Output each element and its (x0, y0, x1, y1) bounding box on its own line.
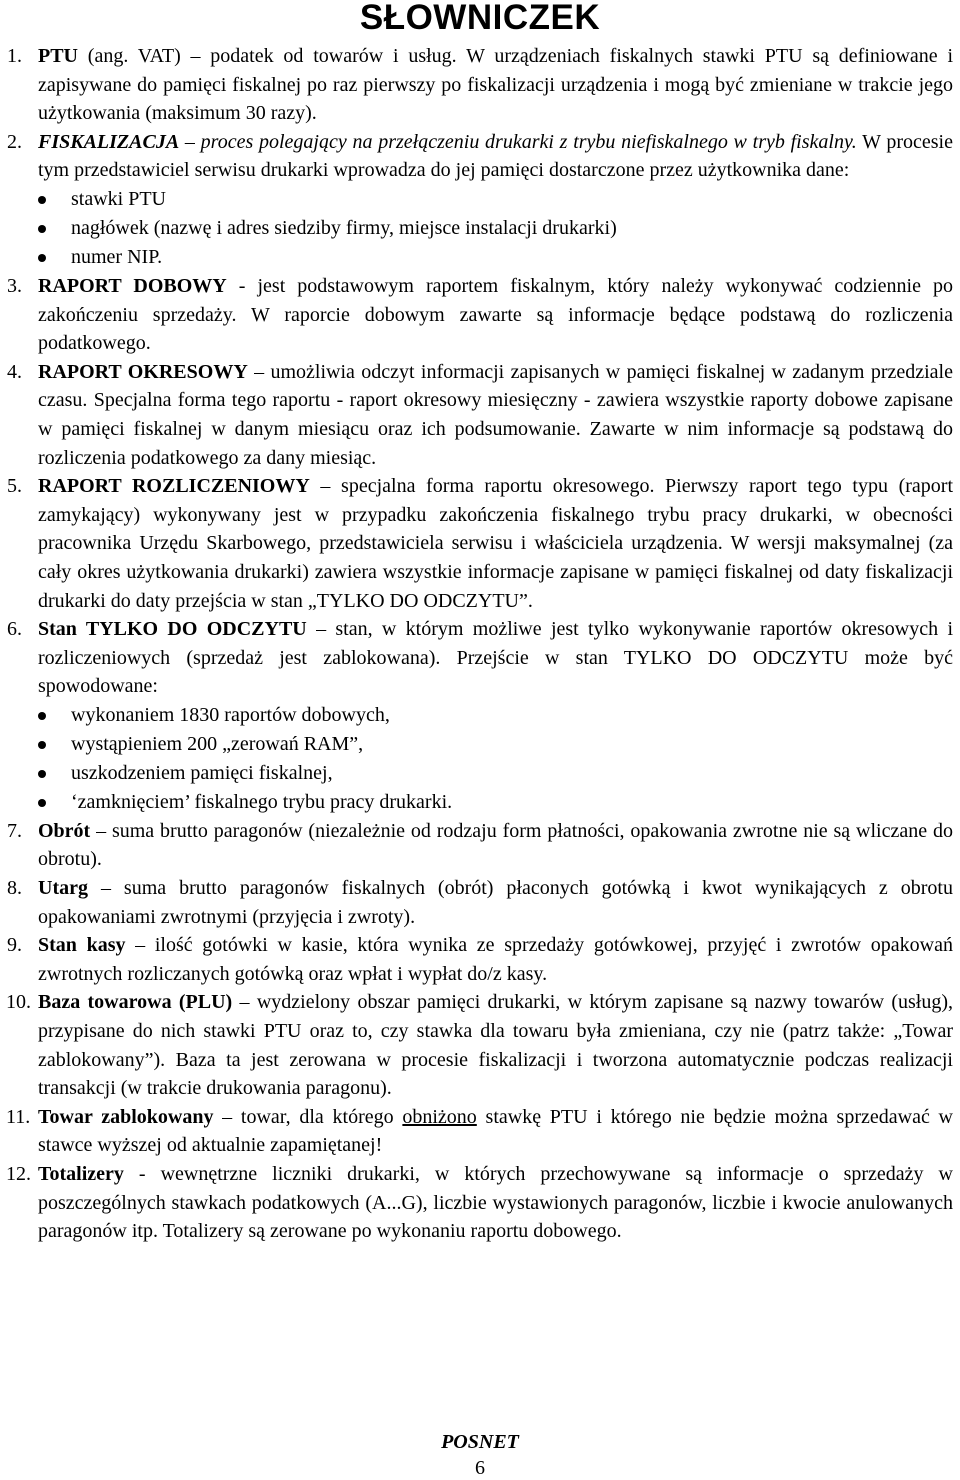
item-text: - wewnętrzne liczniki drukarki, w których przechowywane są informacje o sprzedaży w poszczególnych stawkach podatkowych (A...G), liczbie wystawionych paragonów, liczbie i kwocie anulowanych paragonów itp. Totalizery są zerowane po wykonaniu raportu dobowego. (38, 1163, 953, 1243)
item-term: Totalizery (38, 1163, 124, 1185)
item-text: – suma brutto paragonów (niezależnie od rodzaju form płatności, opakowania zwrotne nie są wliczane do obrotu). (38, 819, 953, 871)
list-item (7, 1103, 953, 1160)
item-text: stawkę PTU i którego nie będzie można sprzedawać w stawce wyższej od aktualnie zapamiętanej! (38, 1105, 954, 1157)
bullet-item: wykonaniem 1830 raportów dobowych, (38, 701, 953, 730)
item-text: – ilość gotówki w kasie, która wynika ze sprzedaży gotówkowej, przyjęć i zwrotów opakowań zwrotnych rozliczanych gotówką oraz wpłat i wypłat do/z kasy. (38, 934, 953, 985)
item-term: Stan TYLKO DO ODCZYTU (38, 618, 307, 641)
item-text: – stan, w którym możliwe jest tylko wykonywanie raportów okresowych i rozliczeniowych (sprzedaż jest zablokowana). Przejście w stan TYLKO DO ODCZYTU może być spowodowane: (38, 618, 954, 698)
item-number: 7. (7, 819, 22, 842)
footer-brand: POSNET (441, 1431, 519, 1453)
list-item (7, 358, 953, 472)
glossary-list (7, 42, 953, 1246)
item-term: RAPORT ROZLICZENIOWY (38, 475, 310, 498)
list-item (7, 1160, 953, 1246)
item-term: FISKALIZACJA (38, 130, 180, 153)
item-number: 5. (7, 475, 22, 498)
item-text: (ang. VAT) – podatek od towarów i usług. W urządzeniach fiskalnych stawki PTU są definiowane i zapisywane do pamięci fiskalnej po raz pierwszy po fiskalizacji urządzenia i mogą być zmieniane w trakcie jego użytkowania (maksimum 30 razy). (38, 45, 953, 125)
list-item (7, 615, 953, 817)
item-text: – umożliwia odczyt informacji zapisanych w pamięci fiskalnej w zadanym przedziale czasu. Specjalna forma tego raportu - raport okresowy miesięczny - zawiera wszystkie raporty dobowe zapisane w pamięci fiskalnej w danym miesiącu oraz ich podsumowanie. Zawarte w nim informacje są podstawą do rozliczenia podatkowego za dany miesiąc. (38, 360, 953, 469)
bullet-item: wystąpieniem 200 „zerowań RAM”, (38, 730, 953, 759)
list-item (7, 988, 953, 1102)
item-number: 9. (7, 934, 22, 957)
list-item (7, 42, 953, 128)
bullet-item: nagłówek (nazwę i adres siedziby firmy, miejsce instalacji drukarki) (38, 214, 953, 243)
bullet-list (38, 701, 953, 817)
bullet-list (38, 185, 953, 272)
item-text: – suma brutto paragonów fiskalnych (obrót) płaconych gotówką i kwot wynikających z obrotu opakowaniami zwrotnymi (przyjęcia i zwroty). (38, 877, 953, 928)
list-item (7, 272, 953, 358)
item-text: – specjalna forma raportu okresowego. Pierwszy raport tego typu (raport zamykający) wykonywany jest w przypadku zakończenia fiskalnego trybu pracy drukarki, w obecności pracownika Urzędu Skarbowego, przedstawiciela serwisu i właściciela urządzenia. W wersji maksymalnej (za cały okres użytkowania drukarki) zawiera wszystkie informacje zapisane w pamięci fiskalnej od daty fiskalizacji drukarki do daty przejścia w stan „TYLKO DO ODCZYTU”. (38, 475, 953, 612)
item-text: – towar, dla którego (213, 1105, 403, 1128)
page-footer (0, 1430, 960, 1480)
item-term: Utarg (38, 877, 88, 900)
item-italic-text: – proces polegający na przełączeniu drukarki z trybu niefiskalnego w tryb fiskalny. (179, 130, 857, 153)
item-number: 8. (7, 877, 22, 900)
item-underlined-text: obniżono (402, 1105, 477, 1128)
bullet-item: uszkodzeniem pamięci fiskalnej, (38, 759, 953, 788)
item-term: Baza towarowa (PLU) (38, 991, 233, 1014)
list-item (7, 931, 953, 988)
bullet-item: stawki PTU (38, 185, 953, 214)
page-title: SŁOWNICZEK (359, 0, 601, 37)
item-term: RAPORT DOBOWY (38, 274, 227, 297)
list-item (7, 817, 953, 874)
item-text: W procesie tym przedstawiciel serwisu drukarki wprowadza do jej pamięci dostarczone przez użytkownika dane: (38, 130, 953, 182)
item-number: 10. (6, 991, 31, 1014)
item-number: 3. (7, 274, 22, 297)
item-number: 6. (7, 618, 22, 641)
list-item (7, 874, 953, 931)
item-term: Obrót (38, 819, 91, 842)
item-term: PTU (38, 45, 78, 67)
list-item (7, 128, 953, 272)
page-number: 6 (475, 1457, 485, 1479)
bullet-item: ‘zamknięciem’ fiskalnego trybu pracy drukarki. (38, 788, 953, 817)
item-number: 12. (6, 1163, 31, 1185)
item-number: 2. (7, 130, 22, 153)
item-term: Stan kasy (38, 934, 126, 957)
item-number: 1. (7, 45, 22, 67)
list-item (7, 472, 953, 615)
item-number: 11. (6, 1105, 31, 1128)
item-text: – wydzielony obszar pamięci drukarki, w którym zapisane są nazwy towarów (usług), przypisane do nich stawki PTU oraz to, czy stawka dla towaru była zmieniana, czy nie (patrz także: „Towar zablokowany”). Baza ta jest zerowana w procesie fiskalizacji i tworzona automatycznie podczas realizacji transakcji (w trakcie drukowania paragonu). (38, 991, 953, 1100)
item-term: Towar zablokowany (38, 1105, 214, 1128)
item-number: 4. (7, 360, 22, 383)
item-term: RAPORT OKRESOWY (38, 360, 248, 383)
bullet-item: numer NIP. (38, 243, 953, 272)
item-text: - jest podstawowym raportem fiskalnym, który należy wykonywać codziennie po zakończeniu sprzedaży. W raporcie dobowym zawarte są informacje będące podstawą do rozliczenia podatkowego. (38, 274, 953, 355)
